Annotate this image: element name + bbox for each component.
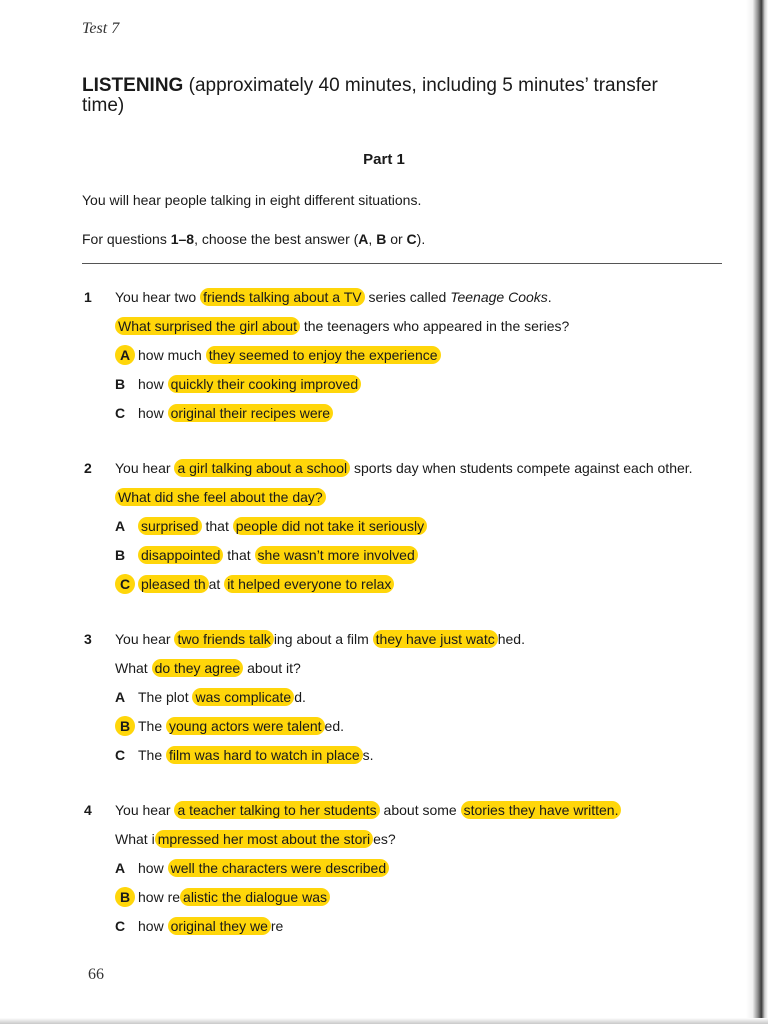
option-letter-c xyxy=(115,918,125,934)
option-text xyxy=(138,518,427,534)
stem-text-segment: sports day when students compete against each other. xyxy=(350,460,693,476)
option-text-content-segment: ed. xyxy=(324,718,345,734)
question-number: 1 xyxy=(84,289,92,305)
stem-text xyxy=(115,288,552,306)
option-text-content xyxy=(138,717,344,735)
stem-text-highlighted-segment: friends talking about a TV xyxy=(200,288,365,306)
option-text xyxy=(138,547,418,563)
option-text-content-segment: The plot xyxy=(138,689,193,705)
option-text-content xyxy=(138,404,333,422)
option-text xyxy=(138,860,389,876)
title-bold: LISTENING xyxy=(82,75,184,96)
prompt-text-highlighted-segment: What did she feel about the day? xyxy=(115,488,326,506)
prompt-text-highlighted-segment: do they agree xyxy=(152,659,244,677)
option-text-content xyxy=(138,375,361,393)
question-prompt xyxy=(115,660,301,676)
series-title: Teenage Cooks xyxy=(450,289,548,305)
prompt-text-segment: about it? xyxy=(243,660,301,676)
stem-text-segment: You hear xyxy=(115,460,175,476)
prompt-text xyxy=(115,317,569,335)
option-letter-b xyxy=(115,376,125,392)
option-text-content-highlighted-segment: they seemed to enjoy the experience xyxy=(206,346,441,364)
stem-text-highlighted-segment: stories they have written. xyxy=(461,801,622,819)
option-text-content-segment: re xyxy=(270,918,284,934)
option-text-content-segment: that xyxy=(201,518,233,534)
question-number: 2 xyxy=(84,460,92,476)
option-letter-label: A xyxy=(115,689,126,705)
part-label: Part 1 xyxy=(363,151,405,168)
option-letter-b xyxy=(115,889,135,905)
option-text-content-segment: how re xyxy=(138,889,181,905)
option-text-content-segment: how xyxy=(138,860,168,876)
option-text-content xyxy=(138,859,389,877)
option-text-content-highlighted-segment: surprised xyxy=(138,517,202,535)
option-text-content xyxy=(138,575,394,593)
stem-text-segment: ing about a film xyxy=(273,631,373,647)
option-text-content xyxy=(138,546,418,564)
prompt-text-segment: What i xyxy=(115,831,155,847)
option-letter-b xyxy=(115,718,135,734)
intro-range: 1–8 xyxy=(170,231,195,247)
option-letter-a xyxy=(115,860,125,876)
intro-end: ). xyxy=(416,231,426,247)
option-letter-a xyxy=(115,689,125,705)
prompt-text-highlighted-segment: mpressed her most about the stori xyxy=(155,830,373,848)
option-text-content xyxy=(138,346,441,364)
divider xyxy=(82,263,722,264)
stem-text-segment: You hear two xyxy=(115,289,201,305)
question-prompt xyxy=(115,318,569,334)
option-text-content-segment: d. xyxy=(294,689,306,705)
option-letter-label: A xyxy=(115,518,126,534)
prompt-text xyxy=(115,659,301,677)
stem-text-highlighted-segment: a girl talking about a school xyxy=(174,459,350,477)
option-text xyxy=(138,376,361,392)
question-stem xyxy=(115,460,693,476)
question-number: 4 xyxy=(84,802,92,818)
option-text-content-segment: how much xyxy=(138,347,206,363)
intro-c: C xyxy=(406,231,417,247)
page-title xyxy=(82,76,702,116)
option-text-content-segment: The xyxy=(138,718,167,734)
question-stem xyxy=(115,289,552,305)
question-number: 3 xyxy=(84,631,92,647)
intro-mid: , choose the best answer ( xyxy=(194,231,359,247)
stem-text-segment: about some xyxy=(379,802,461,818)
option-letter-label: C xyxy=(115,747,126,763)
option-text-content-segment: The xyxy=(138,747,167,763)
option-text-content-highlighted-segment: well the characters were described xyxy=(168,859,390,877)
option-text-content-segment: that xyxy=(223,547,255,563)
stem-text xyxy=(115,801,621,819)
option-text-content xyxy=(138,888,330,906)
option-text xyxy=(138,918,283,934)
stem-text-highlighted-segment: two friends talk xyxy=(174,630,273,648)
option-text-content-segment: how xyxy=(138,405,168,421)
option-letter-label: B xyxy=(115,716,135,736)
option-text-content-highlighted-segment: original they we xyxy=(168,917,271,935)
prompt-text-segment: What xyxy=(115,660,152,676)
option-letter-label: B xyxy=(115,547,126,563)
question-stem xyxy=(115,631,525,647)
option-text-content-segment: how xyxy=(138,918,168,934)
option-text-content-highlighted-segment: original their recipes were xyxy=(168,404,334,422)
option-letter-a xyxy=(115,347,135,363)
intro-line-1: You will hear people talking in eight different situations. xyxy=(82,192,422,208)
option-text-content-highlighted-segment: film was hard to watch in place xyxy=(166,746,363,764)
option-text xyxy=(138,405,333,421)
option-text-content-segment: how xyxy=(138,376,168,392)
scanned-bottom-edge xyxy=(0,1018,768,1024)
option-text-content xyxy=(138,917,283,935)
option-text-content-highlighted-segment: people did not take it seriously xyxy=(233,517,427,535)
stem-text-segment: hed. xyxy=(497,631,525,647)
stem-text-segment: You hear xyxy=(115,802,175,818)
option-text-content xyxy=(138,517,427,535)
question-prompt xyxy=(115,489,326,505)
option-letter-label: C xyxy=(115,574,135,594)
prompt-text-segment: the teenagers who appeared in the series? xyxy=(299,318,570,334)
prompt-text-highlighted-segment: What surprised the girl about xyxy=(115,317,300,335)
intro-b: B xyxy=(376,231,387,247)
intro-prefix: For questions xyxy=(82,231,171,247)
stem-text-segment: series called Teenage Cooks. xyxy=(364,289,552,305)
prompt-text-segment: es? xyxy=(373,831,396,847)
option-text-content-highlighted-segment: it helped everyone to relax xyxy=(224,575,394,593)
intro-sep2: or xyxy=(386,231,407,247)
option-letter-a xyxy=(115,518,125,534)
stem-text xyxy=(115,630,525,648)
option-letter-b xyxy=(115,547,125,563)
option-text-content-highlighted-segment: she wasn’t more involved xyxy=(255,546,418,564)
option-letter-label: C xyxy=(115,918,126,934)
option-text-content-highlighted-segment: alistic the dialogue was xyxy=(180,888,330,906)
prompt-text xyxy=(115,830,396,848)
option-text-content xyxy=(138,746,374,764)
option-text-content-segment: s. xyxy=(362,747,374,763)
intro-line-2 xyxy=(82,231,425,247)
stem-text-highlighted-segment: a teacher talking to her students xyxy=(174,801,379,819)
option-text-content xyxy=(138,688,306,706)
option-letter-label: B xyxy=(115,887,135,907)
stem-text xyxy=(115,459,693,477)
question-stem xyxy=(115,802,621,818)
option-text-content-highlighted-segment: was complicate xyxy=(192,688,294,706)
option-text-content-highlighted-segment: young actors were talent xyxy=(166,717,325,735)
option-text-content-segment: at xyxy=(208,576,225,592)
intro-sep1: , xyxy=(368,231,377,247)
option-letter-label: A xyxy=(115,345,135,365)
option-text xyxy=(138,347,441,363)
option-text-content-highlighted-segment: disappointed xyxy=(138,546,223,564)
intro-a: A xyxy=(358,231,369,247)
prompt-text xyxy=(115,488,326,506)
question-prompt xyxy=(115,831,396,847)
option-text-content-highlighted-segment: quickly their cooking improved xyxy=(168,375,362,393)
stem-text-segment: You hear xyxy=(115,631,175,647)
option-text xyxy=(138,747,374,763)
option-text xyxy=(138,576,394,592)
option-letter-label: A xyxy=(115,860,126,876)
option-letter-c xyxy=(115,405,125,421)
option-letter-c xyxy=(115,747,125,763)
stem-text-highlighted-segment: they have just watc xyxy=(373,630,498,648)
running-head: Test 7 xyxy=(82,20,120,37)
option-letter-label: C xyxy=(115,405,126,421)
page-number: 66 xyxy=(88,966,104,983)
option-text xyxy=(138,689,306,705)
title-rest: (approximately 40 minutes, including 5 minutes’ transfer time) xyxy=(82,75,658,116)
option-letter-c xyxy=(115,576,135,592)
option-letter-label: B xyxy=(115,376,126,392)
option-text xyxy=(138,718,344,734)
option-text-content-highlighted-segment: pleased th xyxy=(138,575,209,593)
option-text xyxy=(138,889,330,905)
